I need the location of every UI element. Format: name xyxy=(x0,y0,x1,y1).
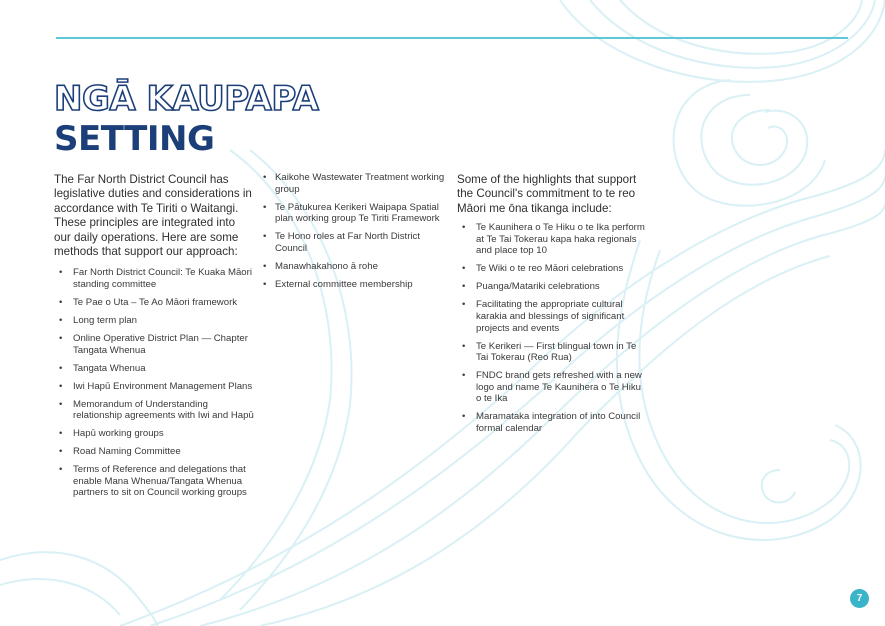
column-1 xyxy=(54,173,254,505)
list-item: • Terms of Reference and delegations that enable Mana Whenua/Tangata Whenua partners to sit on Council working groups xyxy=(54,464,254,499)
page-title-english: SETTING xyxy=(54,119,215,159)
column-1-intro: The Far North District Council has legislative duties and considerations in accordance with Te Tiriti o Waitangi. These principles are integrated into our daily operations. Here are some methods that support our approach: xyxy=(54,173,252,259)
list-item: • Te Hono roles at Far North District Council xyxy=(263,231,453,254)
list-item: • FNDC brand gets refreshed with a new logo and name Te Kaunihera o Te Hiku o te Ika xyxy=(457,370,647,405)
column-3-intro: Some of the highlights that support the Council's commitment to te reo Māori me ōna tikanga include: xyxy=(457,173,637,215)
column-1-list xyxy=(54,267,254,498)
column-2-list xyxy=(263,172,453,290)
list-item: • Road Naming Committee xyxy=(54,446,254,458)
list-item: • External committee membership xyxy=(263,279,453,291)
column-2 xyxy=(263,172,453,297)
list-item: • Iwi Hapū Environment Management Plans xyxy=(54,381,254,393)
list-item: • Manawhakahono ā rohe xyxy=(263,261,453,273)
column-3-list xyxy=(457,222,647,434)
header-rule xyxy=(56,37,848,39)
list-item: • Te Kaunihera o Te Hiku o te Ika perform at Te Tai Tokerau kapa haka regionals and place top 10 xyxy=(457,222,647,257)
column-3 xyxy=(457,173,647,441)
list-item: • Tangata Whenua xyxy=(54,363,254,375)
list-item: • Kaikohe Wastewater Treatment working group xyxy=(263,172,453,195)
list-item: • Memorandum of Understanding relationship agreements with Iwi and Hapū xyxy=(54,399,254,422)
list-item: • Te Wiki o te reo Māori celebrations xyxy=(457,263,647,275)
list-item: • Hapū working groups xyxy=(54,428,254,440)
list-item: • Te Kerikeri — First blingual town in Te Tai Tokerau (Reo Rua) xyxy=(457,341,647,364)
list-item: • Facilitating the appropriate cultural karakia and blessings of significant projects and events xyxy=(457,299,647,334)
list-item: • Te Pātukurea Kerikeri Waipapa Spatial plan working group Te Tiriti Framework xyxy=(263,202,453,225)
page-title-maori: NGĀ KAUPAPA xyxy=(54,79,319,119)
list-item: • Far North District Council: Te Kuaka Māori standing committee xyxy=(54,267,254,290)
list-item: • Online Operative District Plan — Chapter Tangata Whenua xyxy=(54,333,254,356)
list-item: • Long term plan xyxy=(54,315,254,327)
list-item: • Puanga/Matariki celebrations xyxy=(457,281,647,293)
page-number-badge: 7 xyxy=(850,589,869,608)
list-item: • Maramataka integration of into Council formal calendar xyxy=(457,411,647,434)
list-item: • Te Pae o Uta – Te Ao Māori framework xyxy=(54,297,254,309)
